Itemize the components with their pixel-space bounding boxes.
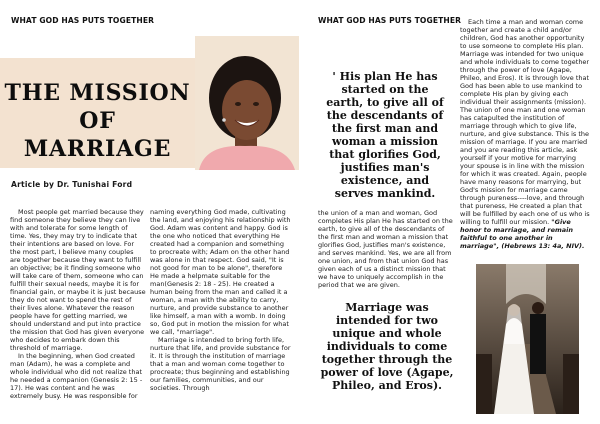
paragraph-text: Each time a man and woman come together and create a child and/or children, God has another opportunity to use someone to complete His plan. Marriage was intended for two unique and whole individuals to come together through the power of love (Agape, Phileo, and Eros). It is through love that God has been able to use mankind to complete His plan by giving each individual their assignments (mission). The union of one man and one woman has catapulted the institution of marriage through which to give life, nurture, and give substance. This is the mission of marriage. If you are married and you are reading this article, ask yourself if your motive for marrying your spouse is in line with the mission for which it was created. Again, people have many reasons for marrying, but God's mission for marriage came through pureness----love, and through that pureness, He created a plan that will be fulfilled by each one of us who is willing to fulfill our mission. [460,18,590,226]
title-line-2: OF [79,108,116,134]
paragraph: naming everything God made, cultivating the land, and enjoying his relationship with God. Adam was content and happy. God is the one who noticed that everything He created had a companion and something to procreate with; Adam on the other hand was alone in that respect. God said, "It is not good for man to be alone", therefore He made a helpmate suitable for the man(Genesis 2: 18 - 25). He created a human being from the man and called it a woman, a man with the ability to carry, nurture, and provide substance to another like himself, a man with a womb. In doing so, God put in motion the mission for what we call, "marriage". [150,208,291,336]
paragraph [460,18,592,250]
left-running-header: WHAT GOD HAS PUTS TOGETHER [11,16,155,25]
author-portrait-image [195,36,299,170]
title-block [0,58,195,168]
author-portrait [195,36,299,170]
pull-quote-1: ' His plan He has started on the earth, to give all of the descendants of the first man and woman a mission that glorifies God, justifies man's existence, and serves mankind. [326,70,444,200]
paragraph: In the beginning, when God created man (Adam), he was a complete and whole individual who did not realize that he needed a companion (Genesis 2: 15 - 17). He was content and he was extremely busy. He was responsible for [10,352,143,400]
title-line-3: MARRIAGE [23,136,172,162]
paragraph: Most people get married because they find someone they believe they can live with and tolerate for some length of time. Yes, they may try to indicate that their intentions are based on love. For the most part, I believe many couples are together because they want to fulfill an objective; be it finding someone who will take care of them, someone who can fulfill their sexual needs, maybe it is for financial gain, or maybe it is just because they do not want to spend the rest of their lives alone. Whatever the reason people have for getting married, we should understand and put into practice the mission that God has given everyone who decides to embark down this threshold of marriage. [10,208,146,352]
left-column-1 [10,208,146,400]
byline: Article by Dr. Tunishai Ford [11,180,133,189]
pull-quote-2: Marriage was intended for two unique and whole individuals to come together through the power of love (Agape, Phileo, and Eros). [320,301,454,392]
paragraph: Marriage is intended to bring forth life, nurture that life, and provide substance for it. It is through the institution of marriage that a man and woman come together to procreate; thus beginning and establishing our families, communities, and our societies. Through [150,336,291,392]
wedding-couple-image [476,264,579,414]
right-running-header: WHAT GOD HAS PUTS TOGETHER [318,16,462,25]
middle-column [318,209,454,289]
wedding-photo [476,264,579,414]
title-line-1: THE MISSION [4,80,191,106]
paragraph: the union of a man and woman, God completes His plan He has started on the earth, to give all of the descendants of the first man and woman a mission that glorifies God, justifies man's existence, and serves mankind. Yes, we are all from one union, and from that union God has given each of us a distinct mission that we have to uniquely accomplish in the period that we are given. [318,209,453,289]
scripture-reference: "Give honor to marriage, and remain faithful to one another in marriage", (Hebrews 13: 4a, NIV). [460,218,585,250]
left-column-2 [150,208,292,392]
right-column [460,18,592,250]
